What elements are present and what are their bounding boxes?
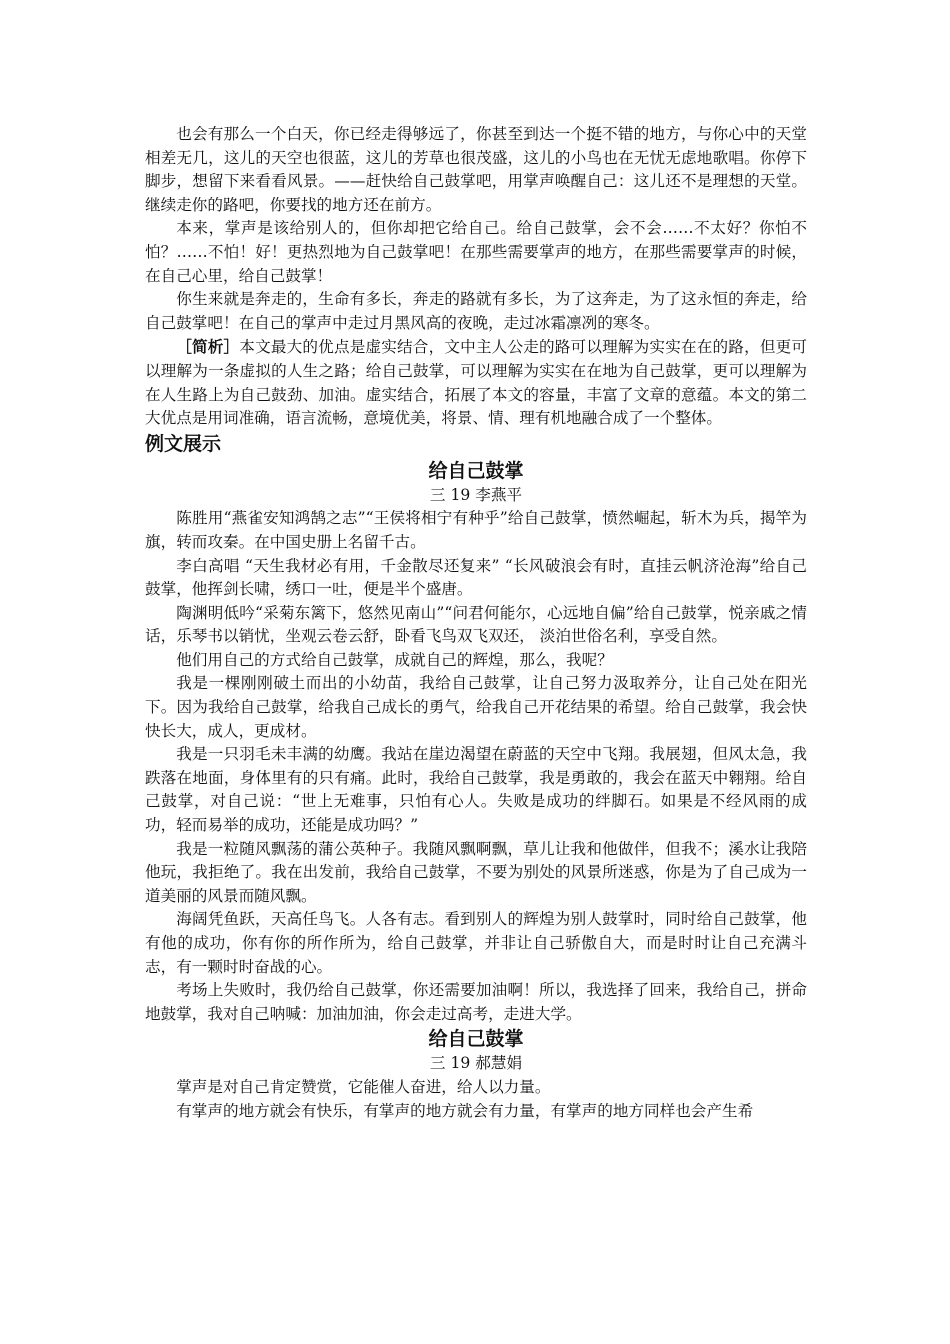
- essay-title: 给自己鼓掌: [428, 459, 524, 482]
- analysis-paragraph: [145, 335, 807, 430]
- analysis-label: ［简析］: [176, 337, 240, 357]
- intro-paragraph: 你生来就是奔走的，生命有多长，奔走的路就有多长，为了这奔走，为了这永恒的奔走，给自己鼓掌吧！在自己的掌声中走过月黑风高的夜晚，走过冰霜凛冽的寒冬。: [145, 290, 807, 332]
- intro-paragraph: 本来，掌声是该给别人的，但你却把它给自己。给自己鼓掌，会不会……不太好？你怕不怕？……不怕！好！更热烈地为自己鼓掌吧！在那些需要掌声的地方，在那些需要掌声的时候，在自己心里，给自己鼓掌！: [145, 219, 807, 285]
- essay-paragraph: 考场上失败时，我仍给自己鼓掌，你还需要加油啊！所以，我选择了回来，我给自己，拼命地鼓掌，我对自己呐喊：加油加油，你会走过高考，走进大学。: [145, 981, 807, 1023]
- essay-paragraph: 陈胜用“燕雀安知鸿鹄之志”“王侯将相宁有种乎”给自己鼓掌，愤然崛起，斩木为兵，揭竿为旗，转而攻秦。在中国史册上名留千古。: [145, 509, 807, 551]
- essay-paragraph: 海阔凭鱼跃，天高任鸟飞。人各有志。看到别人的辉煌为别人鼓掌时，同时给自己鼓掌，他有他的成功，你有你的所作所为，给自己鼓掌，并非让自己骄傲自大，而是时时让自己充满斗志，有一颗时时奋战的心。: [145, 910, 807, 976]
- essay-paragraph: 他们用自己的方式给自己鼓掌，成就自己的辉煌，那么，我呢？: [176, 650, 613, 669]
- essay-paragraph: 李白高唱 “天生我材必有用，千金散尽还复来” “长风破浪会有时，直挂云帆济沧海”给自己鼓掌，他挥剑长啸，绣口一吐，便是半个盛唐。: [145, 556, 807, 599]
- essay-title: 给自己鼓掌: [428, 1028, 524, 1051]
- document-page: [145, 123, 807, 1123]
- essay-paragraph: 有掌声的地方就会有快乐，有掌声的地方就会有力量，有掌声的地方同样也会产生希: [176, 1101, 754, 1120]
- intro-paragraph: 也会有那么一个白天，你已经走得够远了，你甚至到达一个挺不错的地方，与你心中的天堂相差无几，这儿的天空也很蓝，这儿的芳草也很茂盛，这儿的小鸟也在无忧无虑地歌唱。你停下脚步，想留下来看看风景。——赶快给自己鼓掌吧，用掌声唤醒自己：这儿还不是理想的天堂。继续走你的路吧，你要找的地方还在前方。: [145, 125, 807, 214]
- essay-paragraph: 陶渊明低吟“采菊东篱下，悠然见南山”“问君何能尔，心远地自偏”给自己鼓掌，悦亲戚之情话，乐琴书以销忧，坐观云卷云舒，卧看飞鸟双飞双还， 淡泊世俗名利，享受自然。: [145, 603, 807, 646]
- essay-paragraph: 掌声是对自己肯定赞赏，它能催人奋进，给人以力量。: [176, 1077, 551, 1096]
- essay-paragraph: 我是一粒随风飘荡的蒲公英种子。我随风飘啊飘，草儿让我和他做伴，但我不；溪水让我陪他玩，我拒绝了。我在出发前，我给自己鼓掌，不要为别处的风景所迷惑，你是为了自己成为一道美丽的风景而随风飘。: [145, 839, 807, 905]
- analysis-text: 本文最大的优点是虚实结合，文中主人公走的路可以理解为实实在在的路，但更可以理解为一条虚拟的人生之路；给自己鼓掌，可以理解为实实在在地为自己鼓掌，更可以理解为在人生路上为自己鼓劲、加油。虚实结合，拓展了本文的容量，丰富了文章的意蕴。本文的第二大优点是用词准确，语言流畅，意境优美，将景、情、理有机地融合成了一个整体。: [145, 338, 807, 428]
- essay-paragraph: 我是一只羽毛未丰满的幼鹰。我站在崖边渴望在蔚蓝的天空中飞翔。我展翅，但风太急，我跌落在地面，身体里有的只有痛。此时，我给自己鼓掌，我是勇敢的，我会在蓝天中翱翔。给自己鼓掌，对自己说：“世上无难事，只怕有心人。失败是成功的绊脚石。如果是不经风雨的成功，轻而易举的成功，还能是成功吗？”: [145, 745, 807, 835]
- essay-byline: 三 19 李燕平: [429, 485, 523, 504]
- essay-paragraph: 我是一棵刚刚破土而出的小幼苗，我给自己鼓掌，让自己努力汲取养分，让自己处在阳光下。因为我给自己鼓掌，给我自己成长的勇气，给我自己开花结果的希望。给自己鼓掌，我会快快长大，成人，更成材。: [145, 674, 807, 740]
- essay-byline: 三 19 郝慧娟: [429, 1054, 523, 1073]
- section-heading: 例文展示: [145, 432, 222, 455]
